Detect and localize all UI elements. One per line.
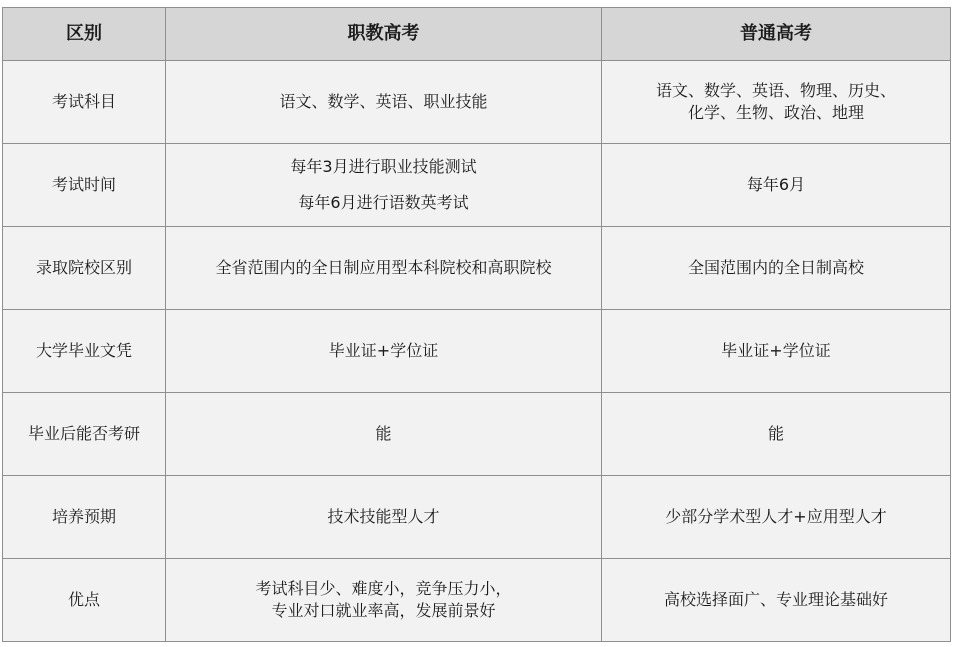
cell-line: 毕业证+学位证: [721, 341, 831, 360]
vocational-cell: [166, 144, 602, 227]
general-cell: [602, 227, 951, 310]
header-general-exam: 普通高考: [602, 8, 951, 61]
table-row: [3, 310, 951, 393]
row-label: 考试时间: [3, 144, 166, 227]
row-label: 培养预期: [3, 476, 166, 559]
table-row: [3, 144, 951, 227]
vocational-cell: [166, 476, 602, 559]
general-cell: [602, 144, 951, 227]
cell-line: 全省范围内的全日制应用型本科院校和高职院校: [215, 258, 552, 277]
cell-line: 少部分学术型人才+应用型人才: [665, 507, 887, 526]
cell-line: 语文、数学、英语、物理、历史、: [655, 81, 896, 100]
general-cell: [602, 61, 951, 144]
cell-line: 语文、数学、英语、职业技能: [279, 92, 488, 111]
general-cell: [602, 393, 951, 476]
cell-line: 能: [767, 424, 784, 443]
cell-line: 化学、生物、政治、地理: [687, 103, 864, 122]
general-cell: [602, 559, 951, 642]
cell-line: 每年3月进行职业技能测试: [290, 157, 477, 176]
vocational-cell: [166, 393, 602, 476]
table-row: [3, 227, 951, 310]
header-row: [3, 8, 951, 61]
header-category: 区别: [3, 8, 166, 61]
row-label: 大学毕业文凭: [3, 310, 166, 393]
vocational-cell: [166, 61, 602, 144]
cell-line: 每年6月进行语数英考试: [298, 193, 469, 212]
row-label: 优点: [3, 559, 166, 642]
comparison-table-container: [2, 7, 951, 642]
header-vocational-exam: 职教高考: [166, 8, 602, 61]
table-row: [3, 476, 951, 559]
cell-line: 每年6月: [746, 175, 806, 194]
comparison-table: [2, 7, 951, 642]
general-cell: [602, 310, 951, 393]
table-row: [3, 559, 951, 642]
cell-line: 毕业证+学位证: [328, 341, 439, 360]
row-label: 录取院校区别: [3, 227, 166, 310]
cell-line: 专业对口就业率高，发展前景好: [271, 601, 496, 620]
cell-line: 技术技能型人才: [327, 507, 440, 526]
cell-line: 全国范围内的全日制高校: [687, 258, 864, 277]
vocational-cell: [166, 227, 602, 310]
line-gap: [170, 178, 597, 192]
vocational-cell: [166, 310, 602, 393]
cell-line: 考试科目少、难度小，竞争压力小，: [255, 579, 512, 598]
general-cell: [602, 476, 951, 559]
row-label: 毕业后能否考研: [3, 393, 166, 476]
table-row: [3, 61, 951, 144]
vocational-cell: [166, 559, 602, 642]
cell-line: 能: [375, 424, 392, 443]
table-row: [3, 393, 951, 476]
cell-line: 高校选择面广、专业理论基础好: [663, 590, 888, 609]
row-label: 考试科目: [3, 61, 166, 144]
